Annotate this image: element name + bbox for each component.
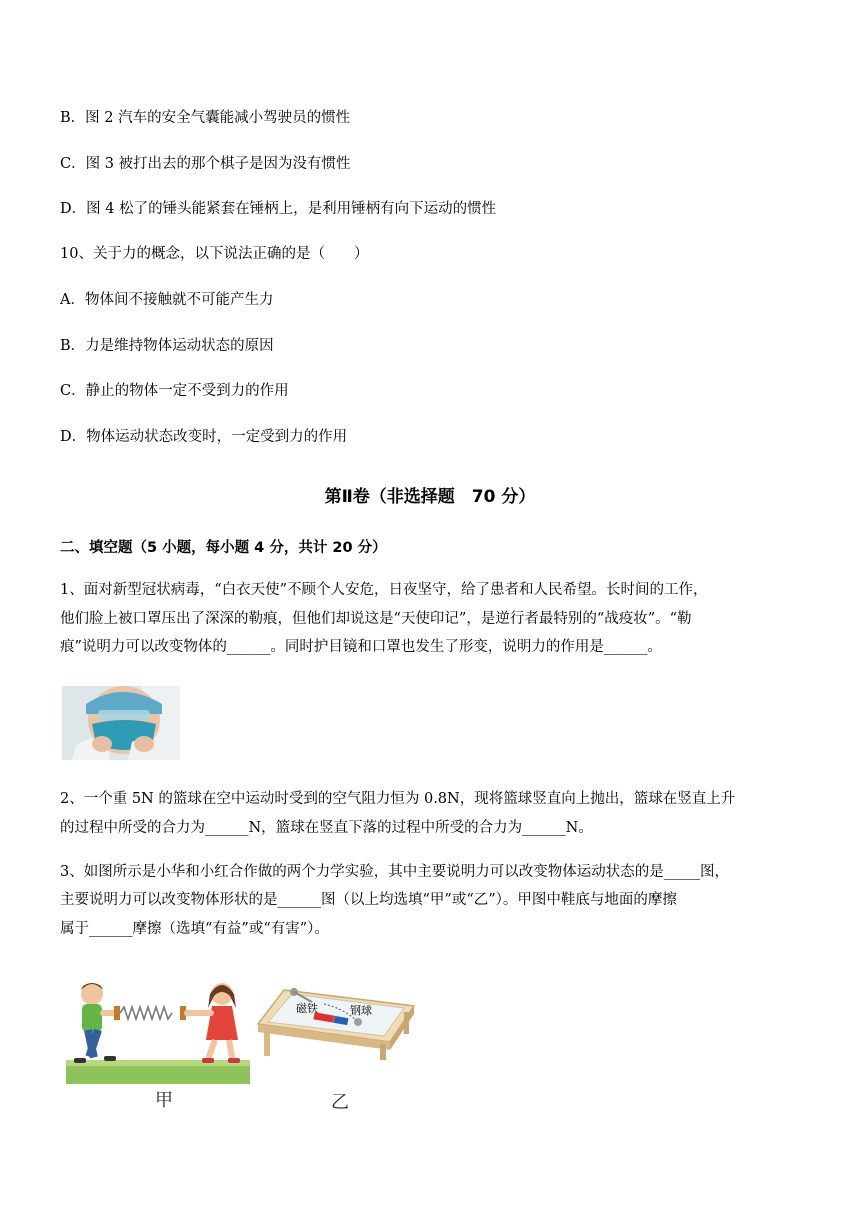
fill-question-1-line-1: 1、面对新型冠状病毒，“白衣天使”不顾个人安危，日夜坚守，给了患者和人民希望。长时间的工作， xyxy=(60,582,708,598)
figure-label-b: 乙 xyxy=(331,1092,349,1113)
figure-spring-pull xyxy=(66,974,250,1086)
option-c-prev: C．图 3 被打出去的那个棋子是因为没有惯性 xyxy=(60,156,351,172)
option-b-prev: B．图 2 汽车的安全气囊能减小驾驶员的惯性 xyxy=(60,110,351,126)
question-10-option-c: C．静止的物体一定不受到力的作用 xyxy=(60,383,289,399)
fill-question-2-line-1: 2、一个重 5N 的篮球在空中运动时受到的空气阻力恒为 0.8N，现将篮球竖直向上抛出，篮球在竖直上升 xyxy=(60,791,736,807)
question-10-stem: 10、关于力的概念，以下说法正确的是（ ） xyxy=(60,246,369,262)
fill-question-3-line-2: 主要说明力可以改变物体形状的是______图（以上均选填“甲”或“乙”）。甲图中鞋底与地面的摩擦 xyxy=(60,892,677,908)
option-d-prev: D．图 4 松了的锤头能紧套在锤柄上，是利用锤柄有向下运动的惯性 xyxy=(60,201,497,217)
figure-magnet-ball xyxy=(254,984,420,1062)
fill-question-2-line-2: 的过程中所受的合力为______N，篮球在竖直下落的过程中所受的合力为______N。 xyxy=(60,820,593,836)
question-10-option-b: B．力是维持物体运动状态的原因 xyxy=(60,338,274,354)
figure-label-a: 甲 xyxy=(155,1090,173,1111)
medical-worker-photo xyxy=(62,686,180,760)
fill-question-1-line-2: 他们脸上被口罩压出了深深的勒痕，但他们却说这是“天使印记”，是逆行者最特别的“战疫妆”。“勒 xyxy=(60,611,692,627)
fill-question-1-line-3: 痕”说明力可以改变物体的______。同时护目镜和口罩也发生了形变，说明力的作用是______。 xyxy=(60,639,662,655)
part-2-title: 第Ⅱ卷（非选择题 70 分） xyxy=(324,487,536,507)
fill-question-3-line-3: 属于______摩擦（选填“有益”或“有害”）。 xyxy=(60,921,329,937)
fill-question-3-line-1: 3、如图所示是小华和小红合作做的两个力学实验，其中主要说明力可以改变物体运动状态的是_____图， xyxy=(60,864,729,880)
question-10-option-a: A．物体间不接触就不可能产生力 xyxy=(60,292,274,308)
section-title: 二、填空题（5 小题，每小题 4 分，共计 20 分） xyxy=(60,540,387,556)
magnet-label: 磁铁 xyxy=(296,1002,318,1015)
steel-ball-label: 钢球 xyxy=(350,1004,372,1017)
question-10-option-d: D．物体运动状态改变时，一定受到力的作用 xyxy=(60,429,348,445)
